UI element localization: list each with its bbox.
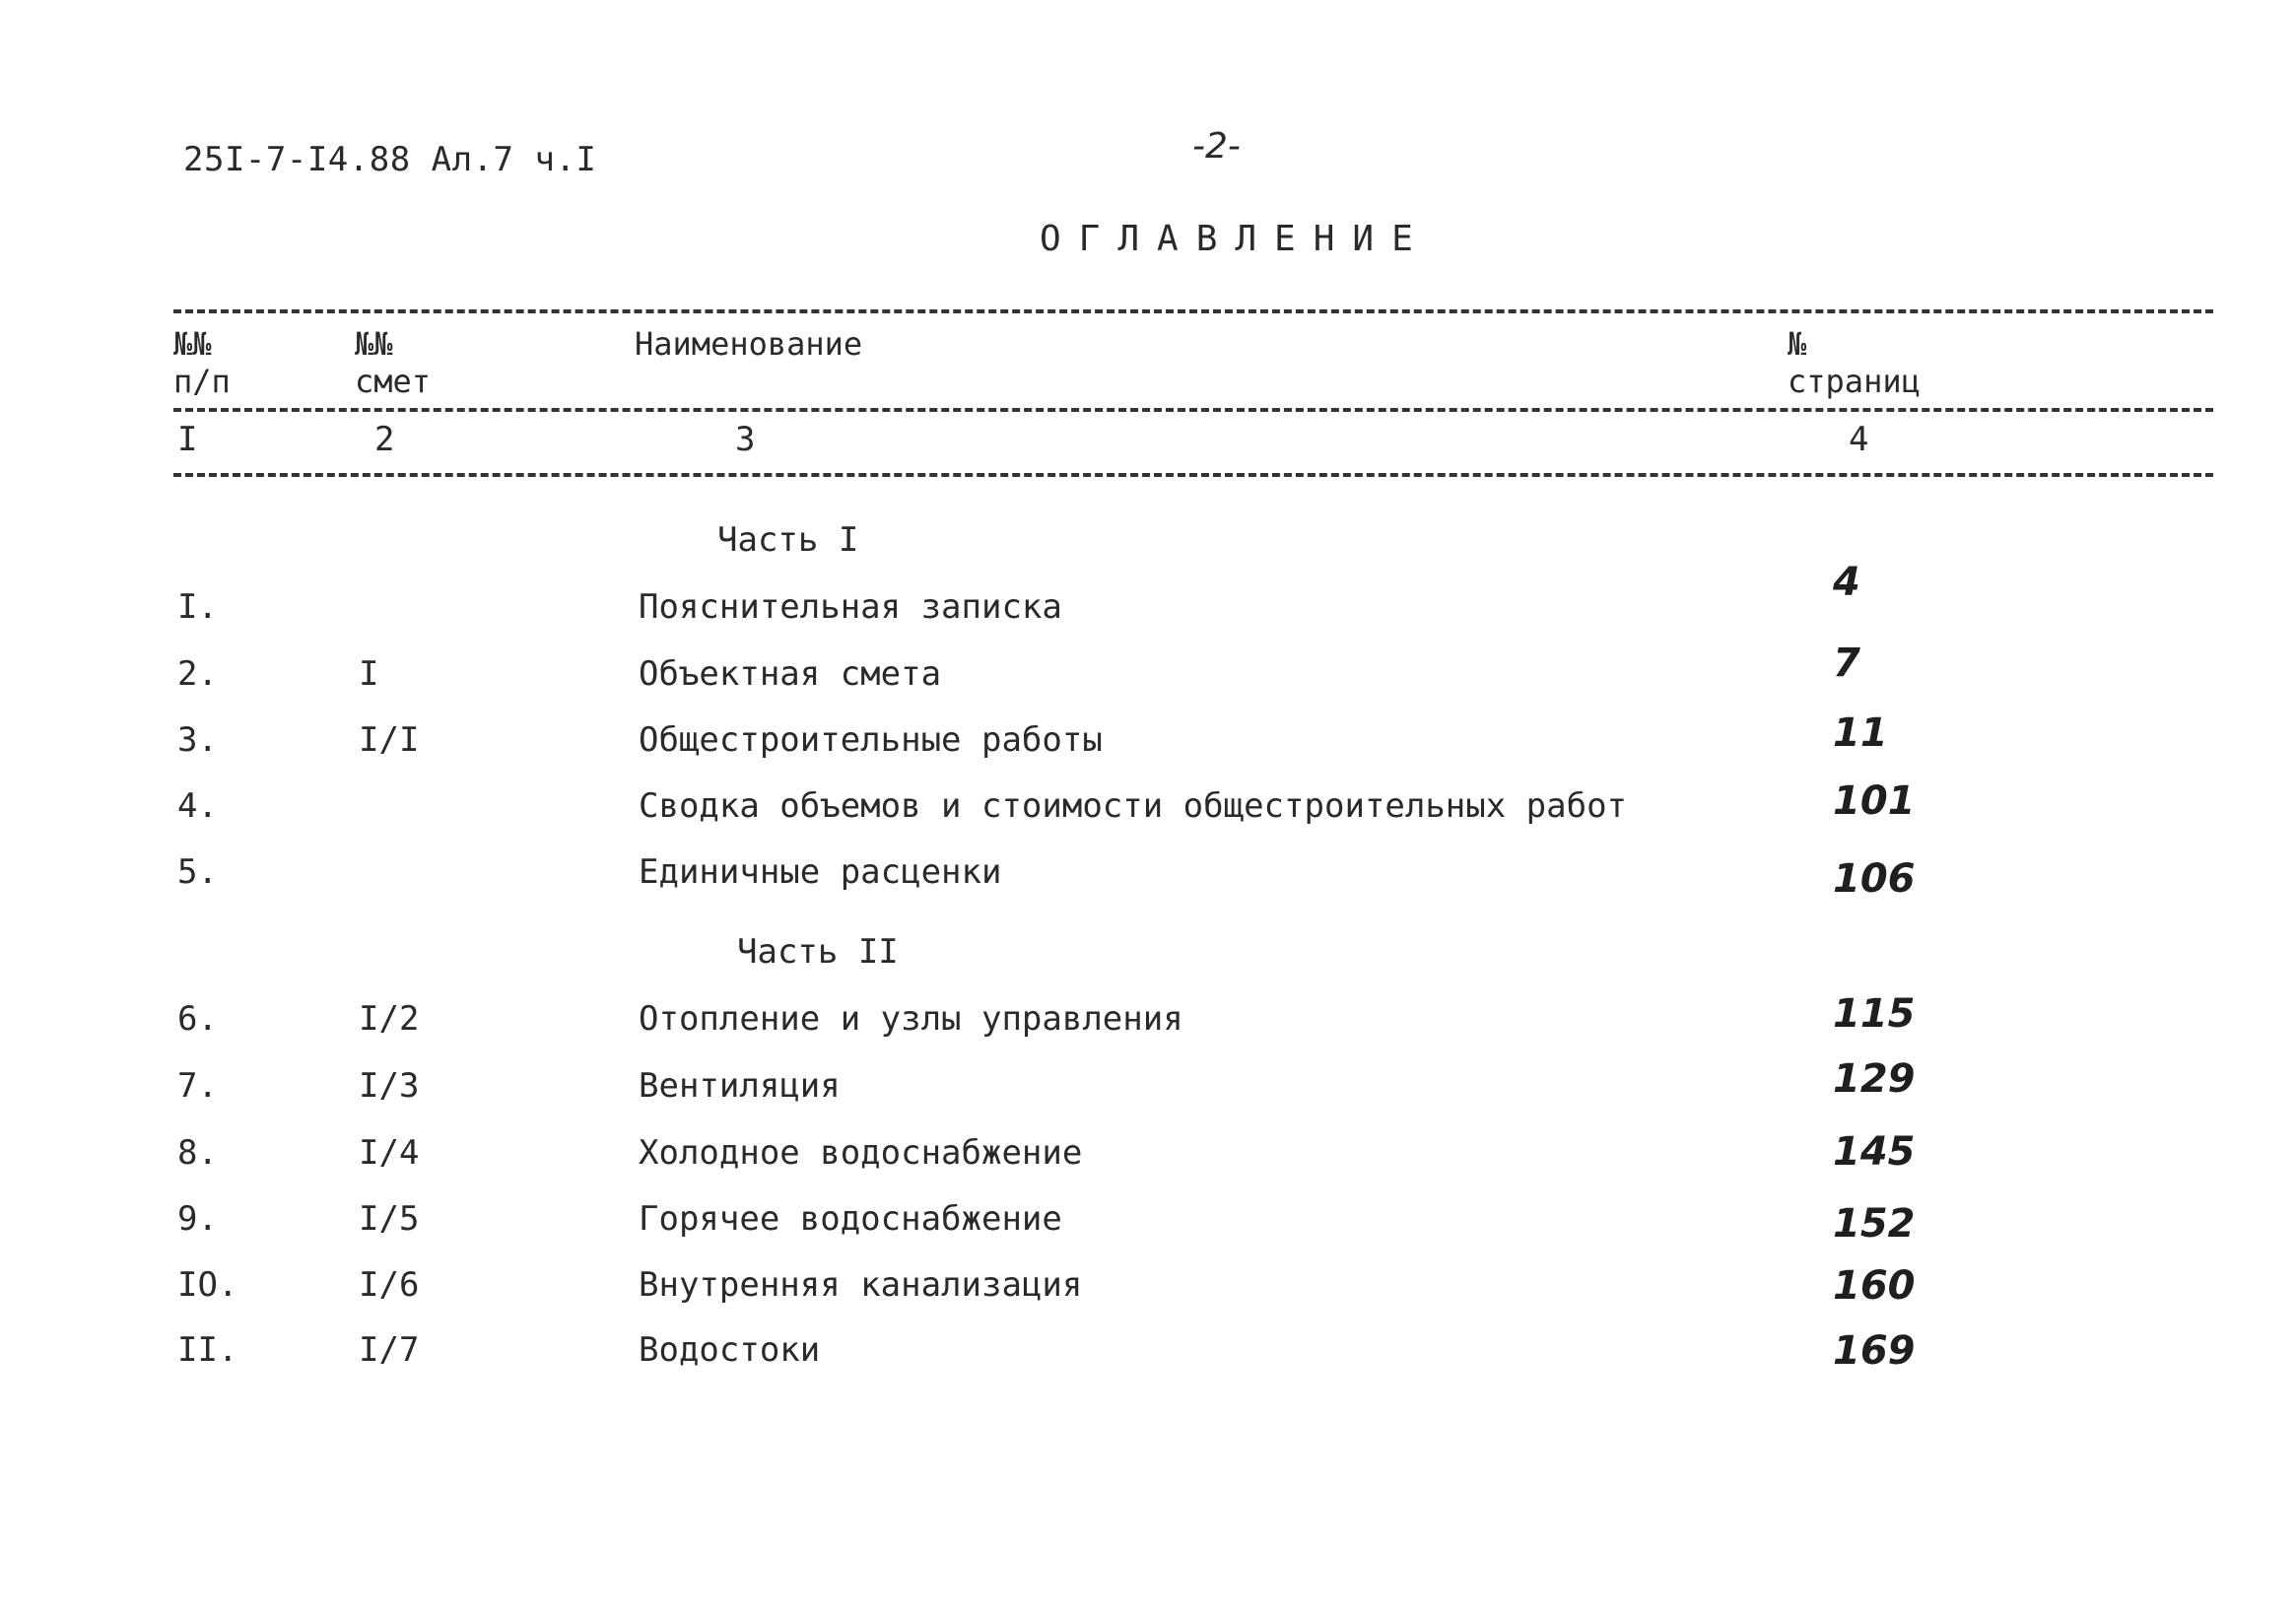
row-number: 4. [177,786,218,826]
row-name: Горячее водоснабжение [639,1199,1062,1239]
row-number: 5. [177,852,218,892]
row-estimate: I/4 [359,1133,420,1173]
header-col-number [173,325,231,400]
row-estimate: I/6 [359,1265,420,1305]
row-page: 101 [1833,778,1916,824]
row-number: 8. [177,1133,218,1173]
header-col-estimate-line2: смет [355,363,432,400]
toc-row [0,1330,2296,1378]
row-number: 2. [177,654,218,694]
row-page: 4 [1833,560,1860,605]
row-name: Водостоки [639,1330,821,1370]
col-number-2: 2 [374,420,395,459]
header-col-pages-line1: № [1788,325,1807,363]
row-name: Холодное водоснабжение [639,1133,1083,1173]
row-name: Объектная смета [639,654,942,694]
toc-row [0,852,2296,900]
toc-row [0,560,2296,635]
row-number: 7. [177,1066,218,1106]
document-code: 25I-7-I4.88 Ал.7 ч.I [183,140,597,179]
row-number: 9. [177,1199,218,1239]
row-name: Сводка объемов и стоимости общестроительных работ [639,786,1628,826]
row-estimate: I/2 [359,999,420,1039]
row-name: Общестроительные работы [639,720,1103,760]
page-number: -2- [1192,126,1241,167]
row-page: 106 [1833,856,1916,902]
col-number-3: 3 [735,420,756,459]
col-number-1: I [177,420,198,459]
toc-row [0,710,2296,768]
row-number: 6. [177,999,218,1039]
header-col-pages-line2: страниц [1788,363,1921,400]
page-title: ОГЛАВЛЕНИЕ [1040,219,1431,259]
toc-row [0,1056,2296,1114]
row-estimate: I/5 [359,1199,420,1239]
toc-row [0,1129,2296,1181]
row-number: I. [177,587,218,627]
row-number: IO. [177,1265,238,1305]
part-1-heading: Часть I [717,520,859,560]
row-name: Единичные расценки [639,852,1002,892]
row-estimate: I/I [359,720,420,760]
header-col-number-line1: №№ [173,325,212,363]
row-page: 160 [1833,1263,1916,1309]
toc-row [0,1199,2296,1247]
part-2-heading: Часть II [737,932,899,972]
header-col-number-line2: п/п [173,363,231,400]
row-page: 129 [1833,1056,1916,1102]
row-name: Внутренняя канализация [639,1265,1083,1305]
header-col-pages [1788,325,1921,400]
row-page: 11 [1833,710,1888,756]
divider-top [173,309,2213,313]
row-page: 152 [1833,1201,1916,1247]
toc-row [0,991,2296,1046]
row-page: 115 [1833,991,1916,1037]
divider-bottom [173,473,2213,477]
divider-mid [173,408,2213,412]
row-estimate: I/7 [359,1330,420,1370]
header-col-estimate [355,325,431,400]
row-name: Вентиляция [639,1066,841,1106]
row-number: II. [177,1330,238,1370]
row-number: 3. [177,720,218,760]
row-name: Отопление и узлы управления [639,999,1183,1039]
header-col-estimate-line1: №№ [355,325,393,363]
toc-row [0,778,2296,834]
row-page: 7 [1833,641,1860,686]
row-estimate: I/3 [359,1066,420,1106]
row-estimate: I [359,654,379,694]
header-col-name: Наименование [635,325,863,363]
row-page: 145 [1833,1129,1916,1175]
col-number-4: 4 [1849,420,1869,459]
toc-row [0,1265,2296,1313]
row-name: Пояснительная записка [639,587,1062,627]
row-page: 169 [1833,1328,1916,1374]
toc-row [0,641,2296,702]
